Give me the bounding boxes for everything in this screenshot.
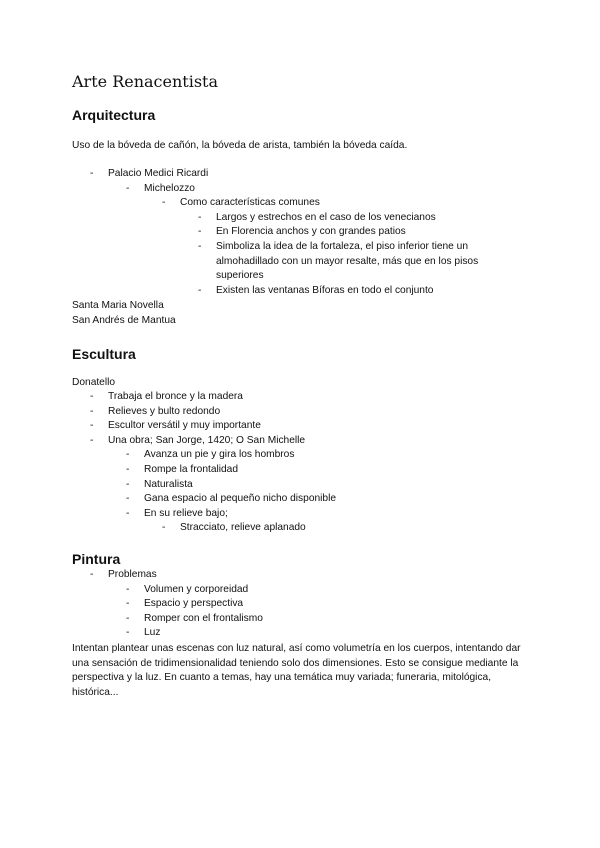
list-item	[108, 463, 528, 478]
dash-bullet: -	[126, 583, 130, 595]
architect-sublist	[144, 196, 528, 298]
list-item	[72, 419, 528, 434]
dash-bullet: -	[198, 211, 202, 223]
list-item	[180, 211, 528, 226]
arquitectura-intro: Uso de la bóveda de cañón, la bóveda de arista, también la bóveda caída.	[72, 140, 408, 151]
architect-label: Michelozzo	[144, 182, 195, 194]
dash-bullet: -	[90, 569, 94, 580]
escultura-item: Trabaja el bronce y la madera	[108, 391, 243, 402]
list-item	[108, 182, 528, 299]
list-item	[108, 492, 528, 507]
list-item	[144, 196, 528, 298]
relieve-sublist	[144, 521, 528, 536]
list-item	[72, 434, 528, 536]
obra-item: Gana espacio al pequeño nicho disponible	[144, 493, 337, 505]
arquitectura-list	[72, 167, 528, 298]
dash-bullet: -	[126, 182, 130, 194]
dash-bullet: -	[126, 598, 130, 610]
list-item	[180, 225, 528, 240]
list-item	[72, 390, 528, 405]
escultura-item: Relieves y bulto redondo	[108, 405, 221, 417]
list-item	[144, 521, 528, 536]
dash-bullet: -	[198, 284, 202, 296]
problem-item: Volumen y corporeidad	[144, 583, 249, 595]
dash-bullet: -	[126, 449, 130, 461]
heading-pintura: Pintura	[72, 551, 121, 567]
dash-bullet: -	[162, 522, 166, 534]
trait-text: Simboliza la idea de la fortaleza, el piso inferior tiene un almohadillado con un mayor resalte, más que en los pisos superiores	[216, 240, 479, 282]
problemas-label: Problemas	[108, 569, 157, 580]
dash-bullet: -	[126, 612, 130, 624]
trait-text: Existen las ventanas Bíforas en todo el conjunto	[216, 284, 434, 296]
list-item	[180, 240, 486, 284]
obra-sublist	[108, 448, 528, 536]
obra-item: Avanza un pie y gira los hombros	[144, 449, 295, 461]
list-item	[108, 478, 528, 493]
dash-bullet: -	[90, 168, 94, 179]
list-item	[108, 597, 528, 612]
trait-text: En Florencia anchos y con grandes patios	[216, 226, 406, 238]
obra-item: Rompe la frontalidad	[144, 463, 239, 475]
pintura-paragraph: Intentan plantear unas escenas con luz natural, así como volumetría en los cuerpos, intentando dar una sensación de tridimensionalidad teniendo solo dos dimensiones. Esto se consigue mediante la perspectiva y la luz. En cuanto a temas, hay una temática muy variada; funeraria, mitológica, histórica...	[72, 643, 521, 698]
pintura-list	[72, 568, 528, 641]
dash-bullet: -	[90, 391, 94, 402]
list-item	[72, 405, 528, 420]
problem-item: Romper con el frontalismo	[144, 612, 263, 624]
escultura-list	[72, 390, 528, 536]
traits-list	[180, 211, 528, 299]
dash-bullet: -	[198, 226, 202, 238]
list-item	[72, 167, 528, 298]
dash-bullet: -	[126, 478, 130, 490]
problem-item: Luz	[144, 627, 161, 639]
dash-bullet: -	[126, 493, 130, 505]
dash-bullet: -	[90, 434, 94, 446]
obra-item: En su relieve bajo;	[144, 507, 228, 519]
relieve-item: Stracciato, relieve aplanado	[180, 522, 306, 534]
other-building: San Andrés de Mantua	[72, 315, 176, 326]
common-label: Como características comunes	[180, 197, 320, 209]
dash-bullet: -	[126, 507, 130, 519]
dash-bullet: -	[162, 197, 166, 209]
obra-item: Naturalista	[144, 478, 193, 490]
list-item	[108, 626, 528, 641]
list-item	[180, 284, 528, 299]
list-item	[108, 448, 528, 463]
dash-bullet: -	[90, 420, 94, 432]
palacio-label: Palacio Medici Ricardi	[108, 168, 209, 179]
problems-sublist	[108, 583, 528, 641]
escultura-artist: Donatello	[72, 377, 116, 388]
heading-arquitectura: Arquitectura	[72, 107, 156, 123]
heading-escultura: Escultura	[72, 346, 136, 362]
page-title: Arte Renacentista	[72, 72, 219, 91]
list-item	[72, 568, 528, 641]
dash-bullet: -	[198, 240, 202, 252]
list-item	[108, 507, 528, 536]
problem-item: Espacio y perspectiva	[144, 598, 244, 610]
escultura-item: Escultor versátil y muy importante	[108, 420, 261, 432]
palacio-sublist	[108, 182, 528, 299]
escultura-item: Una obra; San Jorge, 1420; O San Michelle	[108, 434, 306, 446]
other-building: Santa Maria Novella	[72, 300, 164, 311]
list-item	[108, 612, 528, 627]
list-item	[108, 583, 528, 598]
dash-bullet: -	[126, 627, 130, 639]
dash-bullet: -	[90, 405, 94, 417]
trait-text: Largos y estrechos en el caso de los venecianos	[216, 211, 436, 223]
dash-bullet: -	[126, 463, 130, 475]
